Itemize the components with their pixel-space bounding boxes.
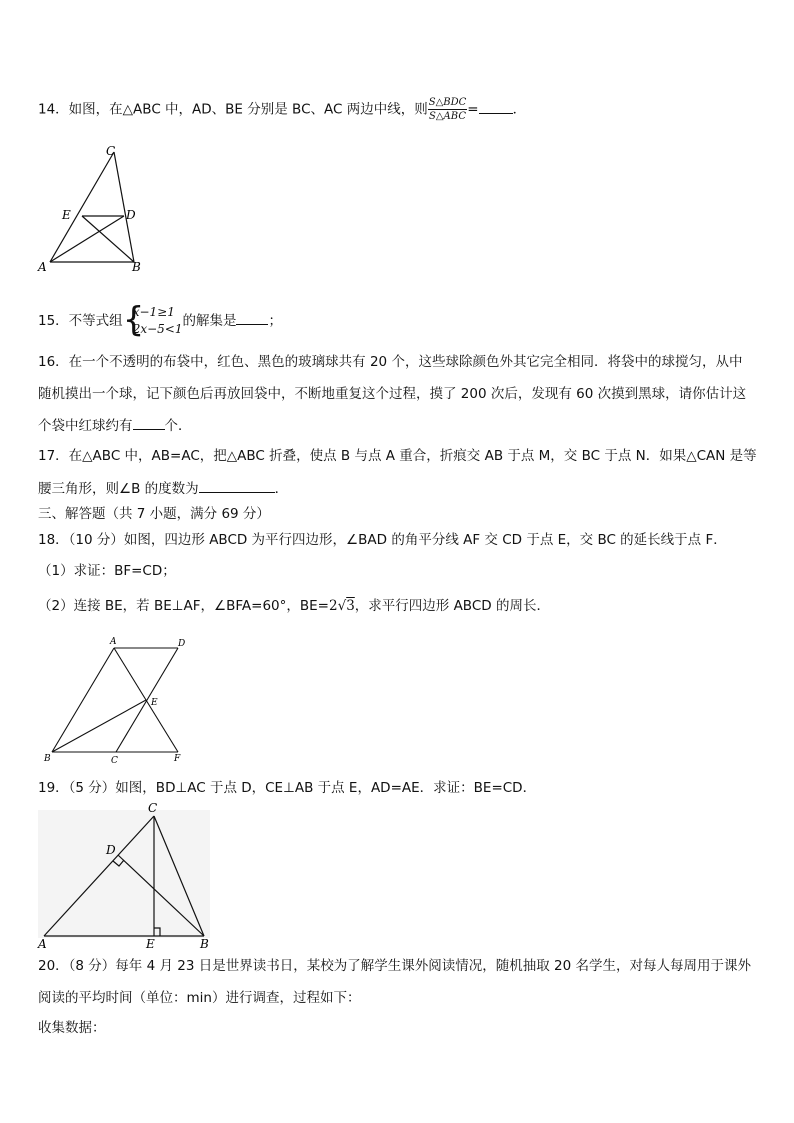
median-be xyxy=(82,216,134,262)
section-3-heading: 三、解答题（共 7 小题，满分 69 分） xyxy=(38,506,270,522)
figure-background xyxy=(38,810,210,938)
area-ratio-fraction xyxy=(428,96,468,123)
inequality-1: x−1≥1 xyxy=(132,305,175,319)
label-e: E xyxy=(62,208,71,222)
question-14 xyxy=(38,96,526,123)
label-b: B xyxy=(132,260,141,274)
label-d: D xyxy=(106,843,116,857)
sqrt-radicand: 3 xyxy=(346,598,355,614)
sqrt-coefficient: 2 xyxy=(328,598,338,614)
q17-line2-text: 腰三角形，则∠B 的度数为 xyxy=(38,481,199,497)
label-c: C xyxy=(148,801,158,815)
label-d: D xyxy=(126,208,136,222)
triangle-figure-14 xyxy=(36,142,146,276)
q15-prefix: 15．不等式组 xyxy=(38,313,123,329)
label-c: C xyxy=(111,756,118,766)
label-e: E xyxy=(146,937,155,950)
sqrt-expression: 2√3 xyxy=(328,598,355,614)
q17-line2-end: ． xyxy=(274,481,289,497)
label-a: A xyxy=(110,637,117,647)
side-ab xyxy=(52,648,114,752)
triangle-figure-19 xyxy=(36,800,214,950)
label-b: B xyxy=(44,754,51,764)
answer-blank xyxy=(479,99,513,114)
question-18-part-1: （1）求证：BF=CD； xyxy=(38,563,176,579)
label-c: C xyxy=(106,144,116,158)
question-15 xyxy=(38,300,282,340)
q18-part2-end: ，求平行四边形 ABCD 的周长． xyxy=(354,598,550,614)
side-bc xyxy=(114,152,134,262)
q16-line3-end: 个． xyxy=(164,418,192,434)
question-16-line-3 xyxy=(38,415,192,436)
side-ac xyxy=(50,152,114,262)
q15-end: ； xyxy=(268,313,282,329)
q16-line3-text: 个袋中红球约有 xyxy=(38,418,133,434)
median-ad xyxy=(50,216,124,262)
label-e: E xyxy=(151,698,158,708)
parallelogram-figure-18 xyxy=(40,634,200,766)
q15-suffix: 的解集是 xyxy=(182,313,237,329)
question-20-line-1: 20．（8 分）每年 4 月 23 日是世界读书日，某校为了解学生课外阅读情况，随机抽取 20 名学生，对每人每周用于课外 xyxy=(38,958,752,974)
q14-text: 14．如图，在△ABC 中，AD、BE 分别是 BC、AC 两边中线，则 xyxy=(38,101,428,118)
question-19: 19．（5 分）如图，BD⊥AC 于点 D，CE⊥AB 于点 E，AD=AE．求证：BE=CD． xyxy=(38,780,537,796)
question-20-line-2: 阅读的平均时间（单位：min）进行调查，过程如下： xyxy=(38,990,361,1006)
fraction-denominator: S△ABC xyxy=(429,111,466,122)
label-f: F xyxy=(174,754,181,764)
question-16-line-1: 16．在一个不透明的布袋中，红色、黑色的玻璃球共有 20 个，这些球除颜色外其它完全相同．将袋中的球搅匀，从中 xyxy=(38,354,743,370)
question-18-stem: 18．（10 分）如图，四边形 ABCD 为平行四边形，∠BAD 的角平分线 AF 交 CD 于点 E，交 BC 的延长线于点 F． xyxy=(38,532,727,548)
inequality-system xyxy=(122,300,183,340)
question-16-line-2: 随机摸出一个球，记下颜色后再放回袋中，不断地重复这个过程，摸了 200 次后，发现有 60 次摸到黑球，请你估计这 xyxy=(38,386,747,402)
label-d: D xyxy=(178,639,186,649)
question-17-line-2 xyxy=(38,478,288,499)
q14-equals: = xyxy=(467,101,479,118)
q18-part2-text: （2）连接 BE，若 BE⊥AF，∠BFA=60°，BE= xyxy=(38,598,329,614)
answer-blank xyxy=(199,478,275,493)
question-20-collect-data: 收集数据： xyxy=(38,1020,106,1036)
answer-blank xyxy=(236,310,268,325)
brace: { xyxy=(122,300,145,340)
question-17-line-1: 17．在△ABC 中，AB=AC，把△ABC 折叠，使点 B 与点 A 重合，折痕交 AB 于点 M，交 BC 于点 N．如果△CAN 是等 xyxy=(38,448,757,464)
question-18-part-2 xyxy=(38,596,550,616)
label-b: B xyxy=(200,937,209,950)
fraction-numerator: S△BDC xyxy=(428,97,467,108)
label-a: A xyxy=(38,260,47,274)
answer-blank xyxy=(133,415,165,430)
q14-end: ． xyxy=(512,101,527,118)
inequality-2: 2x−5<1 xyxy=(132,322,183,336)
label-a: A xyxy=(38,937,47,950)
